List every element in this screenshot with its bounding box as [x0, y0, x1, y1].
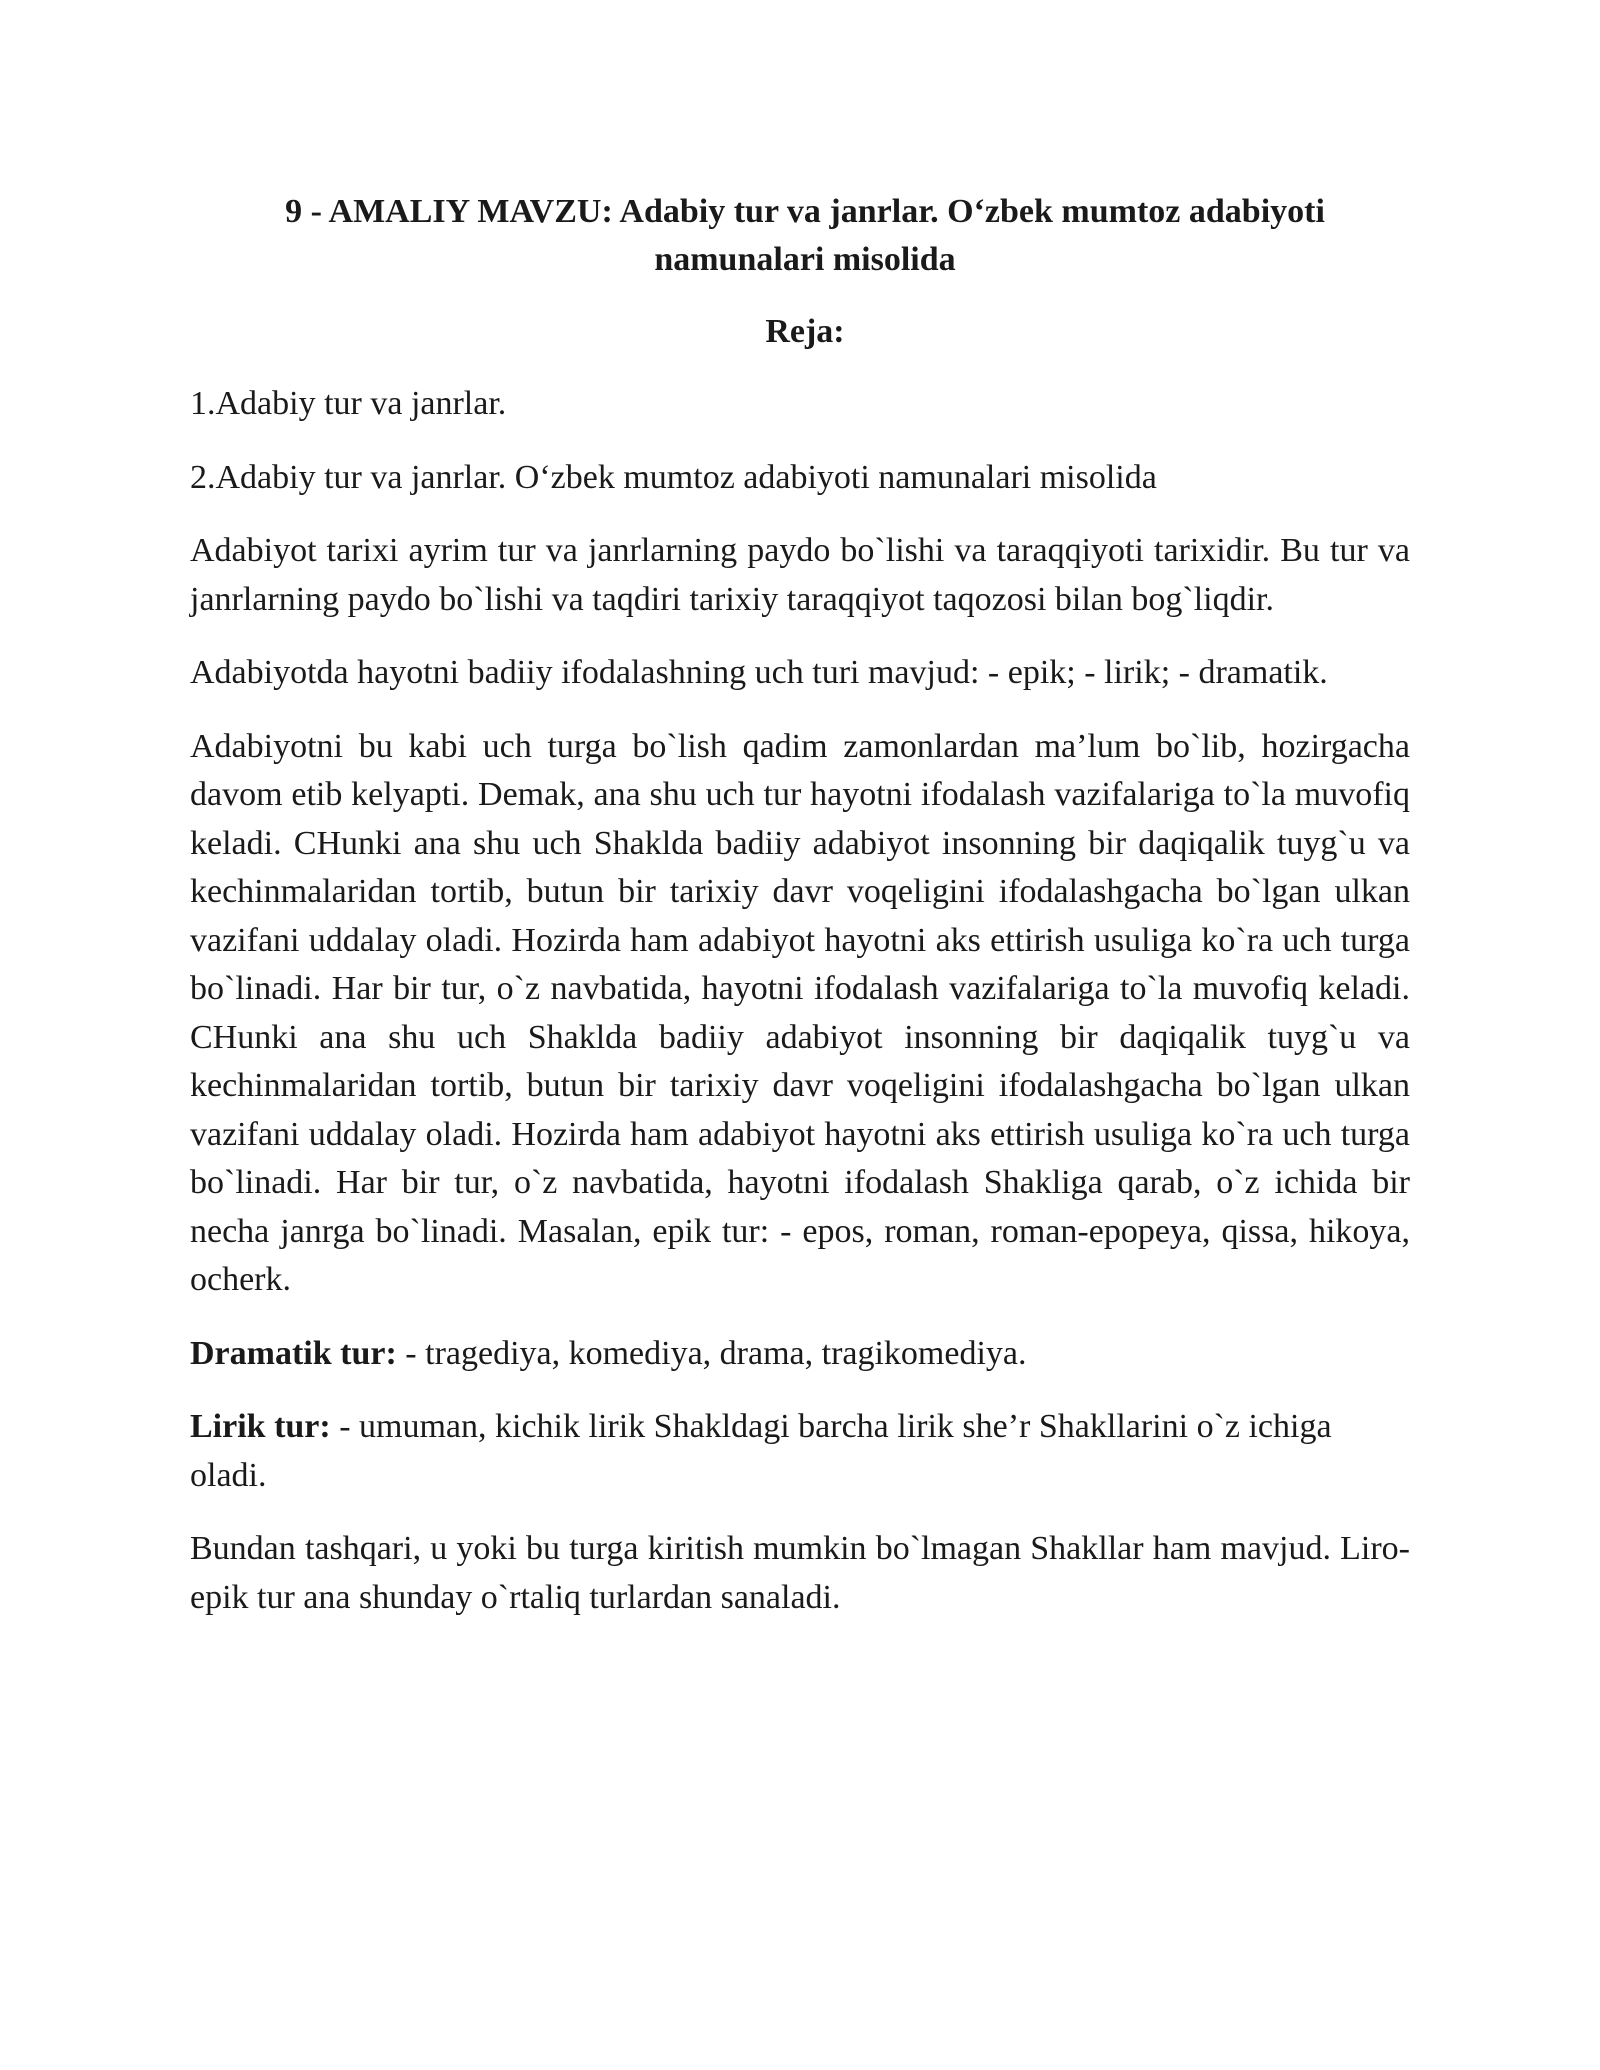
plan-item-1: 1.Adabiy tur va janrlar. [190, 385, 507, 422]
lyric-text: - umuman, kichik lirik Shakldagi barcha lirik she’r Shakllarini o`z ichiga oladi. [190, 1408, 1332, 1494]
lyric-label: Lirik tur: [190, 1408, 331, 1445]
paragraph-main: Adabiyotni bu kabi uch turga bo`lish qadim zamonlardan ma’lum bo`lib, hozirgacha davom etib kelyapti. Demak, ana shu uch tur hayotni ifodalash vazifalariga to`la muvofiq keladi. CHunki ana shu uch Shaklda badiiy adabiyot insonning bir daqiqalik tuyg`u va kechinmalaridan tortib, butun bir tarixiy davr voqeligini ifodalashgacha bo`lgan ulkan vazifani uddalay oladi. Hozirda ham adabiyot hayotni aks ettirish usuliga ko`ra uch turga bo`linadi. Har bir tur, o`z navbatida, hayotni ifodalash vazifalariga to`la muvofiq keladi. CHunki ana shu uch Shaklda badiiy adabiyot insonning bir daqiqalik tuyg`u va kechinmalaridan tortib, butun bir tarixiy davr voqeligini ifodalashgacha bo`lgan ulkan vazifani uddalay oladi. Hozirda ham adabiyot hayotni aks ettirish usuliga ko`ra uch turga bo`linadi. Har bir tur, o`z navbatida, hayotni ifodalash Shakliga qarab, o`z ichida bir necha janrga bo`linadi. Masalan, epik tur: - epos, roman, roman-epopeya, qissa, hikoya, ocherk. [190, 727, 1410, 1298]
document-title: 9 - AMALIY MAVZU: Adabiy tur va janrlar. O‘zbek mumtoz adabiyoti namunalari misolida [285, 193, 1325, 278]
dramatic-text: - tragediya, komediya, drama, tragikomediya. [396, 1334, 1027, 1372]
paragraph-intro: Adabiyot tarixi ayrim tur va janrlarning paydo bo`lishi va taraqqiyoti tarixidir. Bu tur va janrlarning paydo bo`lishi va taqdiri tarixiy taraqqiyot taqozosi bilan bog`liqdir. [190, 532, 1410, 618]
dramatic-label: Dramatik tur: [190, 1334, 397, 1372]
paragraph-three-types: Adabiyotda hayotni badiiy ifodalashning uch turi mavjud: - epik; - lirik; - dramatik. [190, 654, 1328, 691]
paragraph-lyro-epic: Bundan tashqari, u yoki bu turga kiritish mumkin bo`lmagan Shakllar ham mavjud. Liro-epik tur ana shunday o`rtaliq turlardan sanaladi. [190, 1530, 1410, 1616]
plan-item-2: 2.Adabiy tur va janrlar. O‘zbek mumtoz adabiyoti namunalari misolida [190, 458, 1157, 496]
paragraph-lyric [190, 1403, 1410, 1500]
plan-heading: Reja: [765, 313, 845, 350]
paragraph-dramatic [190, 1330, 1410, 1379]
